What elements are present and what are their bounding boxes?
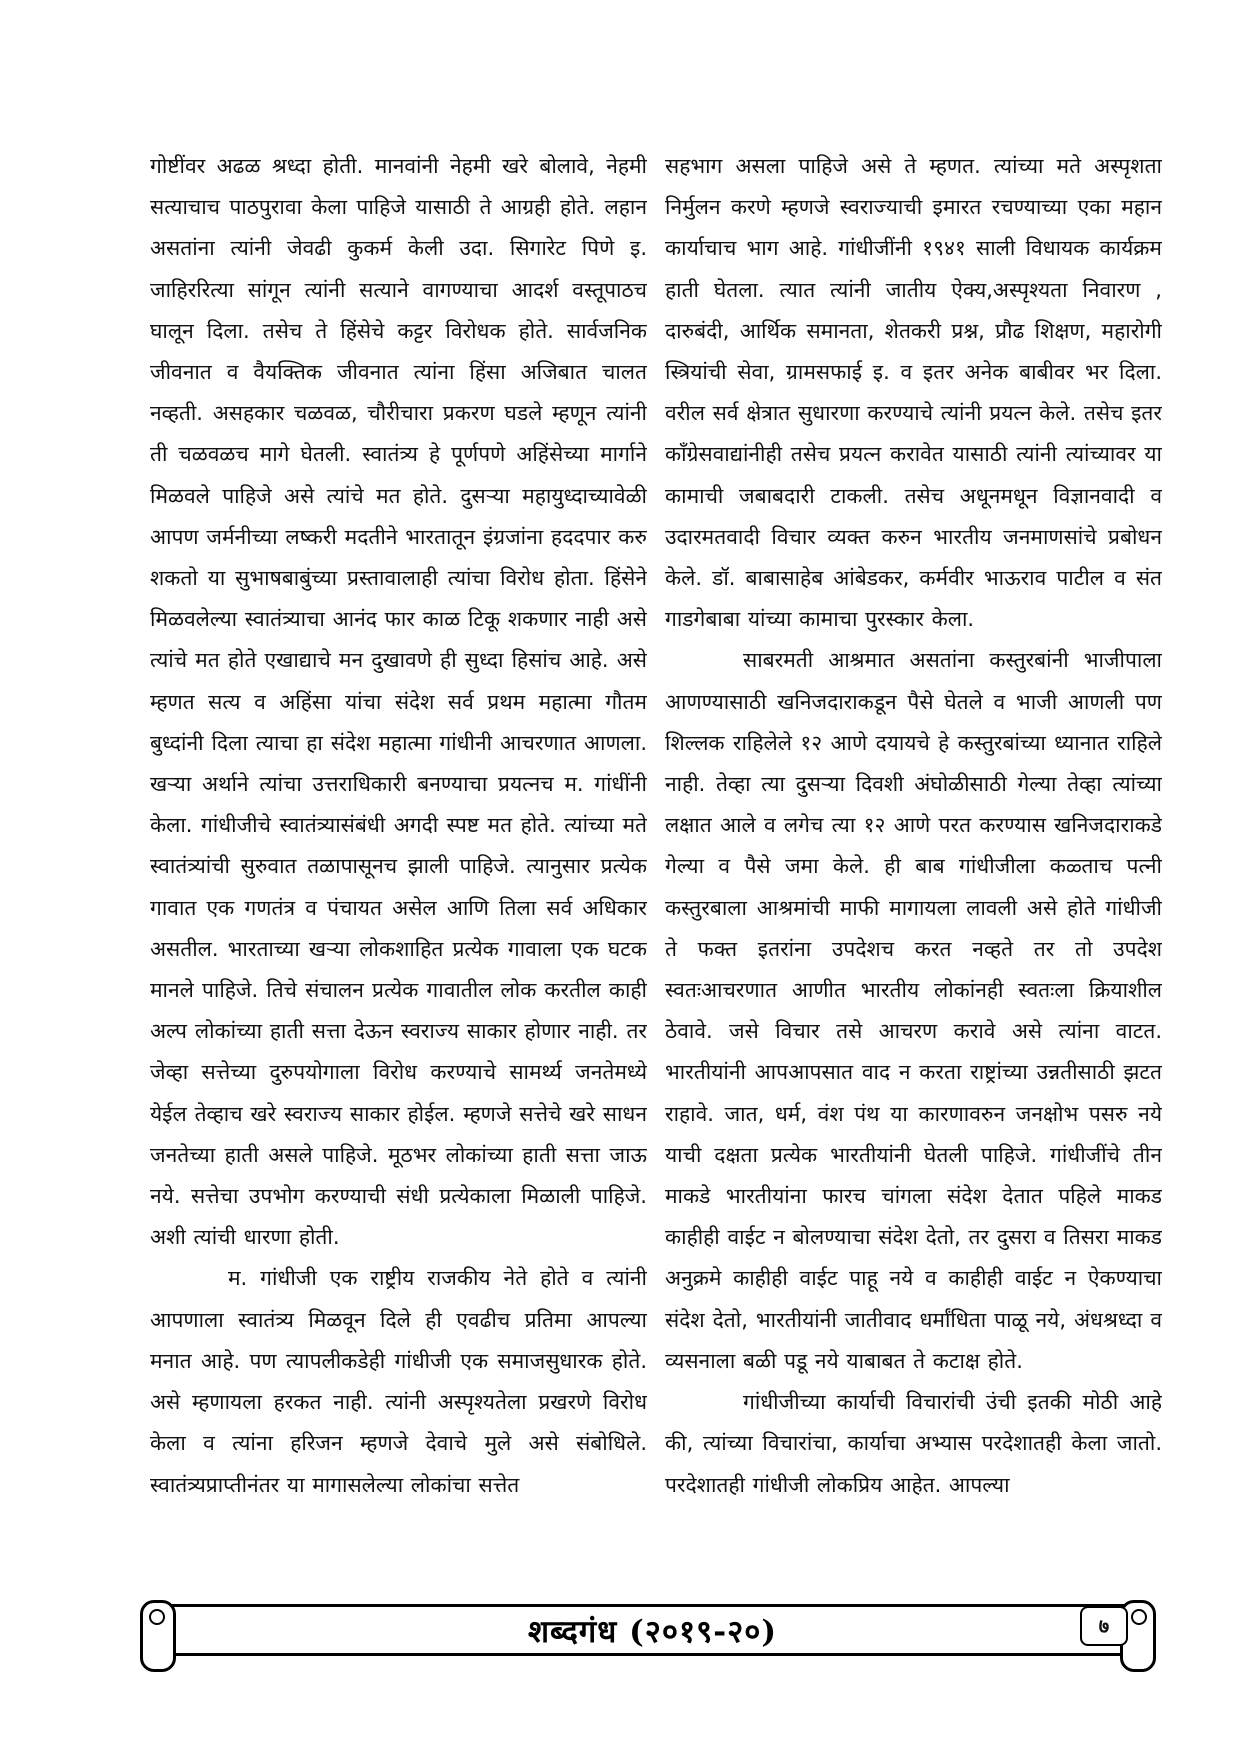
page-number: ७ (1080, 1606, 1128, 1646)
magazine-title: शब्दगंध (२०१९-२०) (527, 1614, 778, 1650)
paragraph: साबरमती आश्रमात असतांना कस्तुरबांनी भाजीपाला आणण्यासाठी खनिजदाराकडून पैसे घेतले व भाजी आणली पण शिल्लक राहिलेले १२ आणे दयायचे हे कस्तुरबांच्या ध्यानात राहिले नाही. तेव्हा त्या दुसऱ्या दिवशी अंघोळीसाठी गेल्या तेव्हा त्यांच्या लक्षात आले व लगेच त्या १२ आणे परत करण्यास खनिजदाराकडे गेल्या व पैसे जमा केले. ही बाब गांधीजीला कळ्ताच पत्नी कस्तुरबाला आश्रमांची माफी मागायला लावली असे होते गांधीजी ते फक्त इतरांना उपदेशच करत नव्हते तर तो उपदेश स्वतःआचरणात आणीत भारतीय लोकांनही स्वतःला क्रियाशील ठेवावे. जसे विचार तसे आचरण करावे असे त्यांना वाटत. भारतीयांनी आपआपसात वाद न करता राष्ट्रांच्या उन्नतीसाठी झटत राहावे. जात, धर्म, वंश पंथ या कारणावरुन जनक्षोभ पसरु नये याची दक्षता प्रत्येक भारतीयांनी घेतली पाहिजे. गांधीजींचे तीन माकडे भारतीयांना फारच चांगला संदेश देतात पहिले माकड काहीही वाईट न बोलण्याचा संदेश देतो, तर दुसरा व तिसरा माकड अनुक्रमे काहीही वाईट पाहू नये व काहीही वाईट न ऐकण्याचा संदेश देतो, भारतीयांनी जातीवाद धर्मांधिता पाळू नये, अंधश्रध्दा व व्यसनाला बळी पडू नये याबाबत ते कटाक्ष होते. (665, 648, 1162, 1373)
left-text-column (150, 146, 647, 1581)
paragraph: सहभाग असला पाहिजे असे ते म्हणत. त्यांच्या मते अस्पृशता निर्मुलन करणे म्हणजे स्वराज्याची इमारत रचण्याच्या एका महान कार्याचाच भाग आहे. गांधीजींनी १९४१ साली विधायक कार्यक्रम हाती घेतला. त्यात त्यांनी जातीय ऐक्य,अस्पृश्यता निवारण , दारुबंदी, आर्थिक समानता, शेतकरी प्रश्न, प्रौढ शिक्षण, महारोगी स्त्रियांची सेवा, ग्रामसफाई इ. व इतर अनेक बाबीवर भर दिला. वरील सर्व क्षेत्रात सुधारणा करण्याचे त्यांनी प्रयत्न केले. तसेच इतर कॉंग्रेसवाद्यांनीही तसेच प्रयत्न करावेत यासाठी त्यांनी त्यांच्यावर या कामाची जबाबदारी टाकली. तसेच अधूनमधून विज्ञानवादी व उदारमतवादी विचार व्यक्त करुन भारतीय जनमाणसांचे प्रबोधन केले. डॉ. बाबासाहेब आंबेडकर, कर्मवीर भाऊराव पाटील व संत गाडगेबाबा यांच्या कामाचा पुरस्कार केला. (665, 154, 1162, 632)
right-text-column (665, 146, 1162, 1581)
paragraph: गोष्टींवर अढळ श्रध्दा होती. मानवांनी नेहमी खरे बोलावे, नेहमी सत्याचाच पाठपुरावा केला पाहिजे यासाठी ते आग्रही होते. लहान असतांना त्यांनी जेवढी कुकर्म केली उदा. सिगारेट पिणे इ. जाहिररित्या सांगून त्यांनी सत्याने वागण्याचा आदर्श वस्तूपाठच घालून दिला. तसेच ते हिंसेचे कट्टर विरोधक होते. सार्वजनिक जीवनात व वैयक्तिक जीवनात त्यांना हिंसा अजिबात चालत नव्हती. असहकार चळवळ, चौरीचारा प्रकरण घडले म्हणून त्यांनी ती चळवळच मागे घेतली. स्वातंत्र्य हे पूर्णपणे अहिंसेच्या मार्गाने मिळवले पाहिजे असे त्यांचे मत होते. दुसऱ्या महायुध्दाच्यावेळी आपण जर्मनीच्या लष्करी मदतीने भारतातून इंग्रजांना हददपार करु शकतो या सुभाषबाबुंच्या प्रस्तावालाही त्यांचा विरोध होता. हिंसेने मिळवलेल्या स्वातंत्र्याचा आनंद फार काळ टिकू शकणार नाही असे त्यांचे मत होते एखाद्याचे मन दुखावणे ही सुध्दा हिसांच आहे. असे म्हणत सत्य व अहिंसा यांचा संदेश सर्व प्रथम महात्मा गौतम बुध्दांनी दिला त्याचा हा संदेश महात्मा गांधीनी आचरणात आणला. खऱ्या अर्थाने त्यांचा उत्तराधिकारी बनण्याचा प्रयत्नच म. गांधींनी केला. गांधीजीचे स्वातंत्र्यासंबंधी अगदी स्पष्ट मत होते. त्यांच्या मते स्वातंत्र्यांची सुरुवात तळापासूनच झाली पाहिजे. त्यानुसार प्रत्येक गावात एक गणतंत्र व पंचायत असेल आणि तिला सर्व अधिकार असतील. भारताच्या खऱ्या लोकशाहित प्रत्येक गावाला एक घटक मानले पाहिजे. तिचे संचालन प्रत्येक गावातील लोक करतील काही अल्प लोकांच्या हाती सत्ता देऊन स्वराज्य साकार होणार नाही. तर जेव्हा सत्तेच्या दुरुपयोगाला विरोध करण्याचे सामर्थ्य जनतेमध्ये येईल तेव्हाच खरे स्वराज्य साकार होईल. म्हणजे सत्तेचे खरे साधन जनतेच्या हाती असले पाहिजे. मूठभर लोकांच्या हाती सत्ता जाऊ नये. सत्तेचा उपभोग करण्याची संधी प्रत्येकाला मिळाली पाहिजे. अशी त्यांची धारणा होती. (150, 154, 647, 1250)
paragraph: म. गांधीजी एक राष्ट्रीय राजकीय नेते होते व त्यांनी आपणाला स्वातंत्र्य मिळवून दिले ही एवढीच प्रतिमा आपल्या मनात आहे. पण त्यापलीकडेही गांधीजी एक समाजसुधारक होते. असे म्हणायला हरकत नाही. त्यांनी अस्पृश्यतेला प्रखरणे विरोध केला व त्यांना हरिजन म्हणजे देवाचे मुले असे संबोधिले. स्वातंत्र्यप्राप्तीनंतर या मागासलेल्या लोकांचा सत्तेत (150, 1266, 647, 1497)
paragraph: गांधीजीच्या कार्याची विचारांची उंची इतकी मोठी आहे की, त्यांच्या विचारांचा, कार्याचा अभ्यास परदेशातही केला जातो. परदेशातही गांधीजी लोकप्रिय आहेत. आपल्या (665, 1390, 1162, 1497)
page-footer (140, 1600, 1165, 1670)
